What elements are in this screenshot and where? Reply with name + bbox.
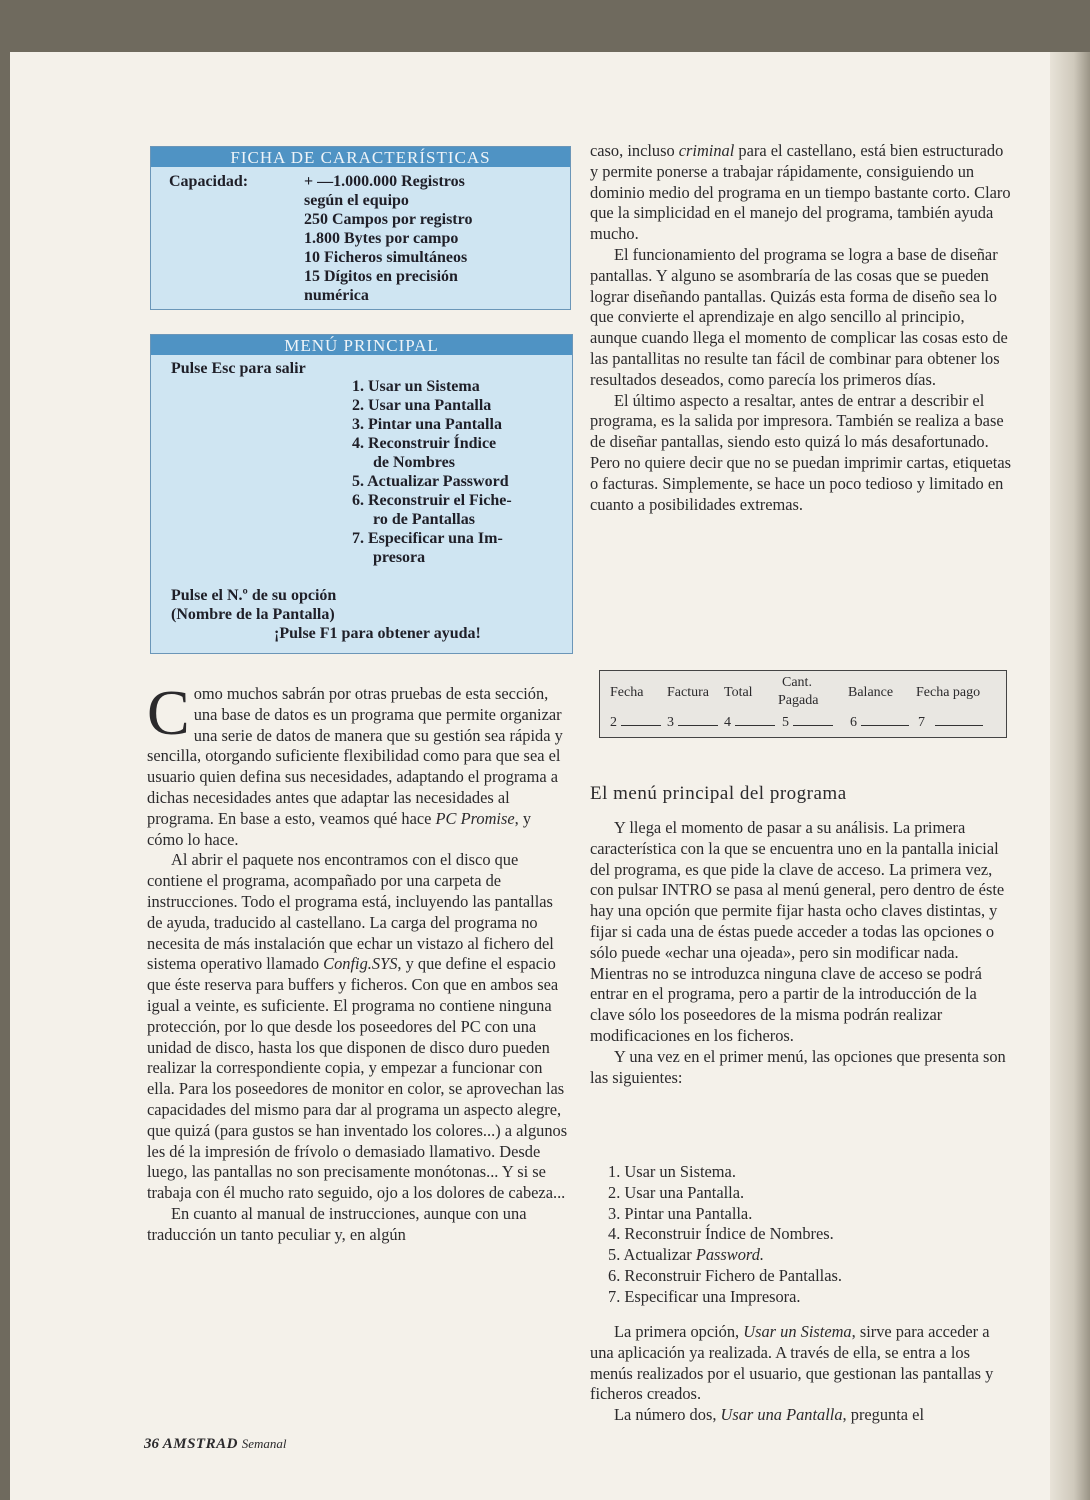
- body-paragraph: En cuanto al manual de instrucciones, aunque con una traducción un tanto peculiar y, en algún: [147, 1203, 527, 1244]
- list-item: 1. Usar un Sistema.: [608, 1162, 736, 1181]
- menu-option: 7. Especificar una Im-: [352, 530, 503, 547]
- invoice-field: 7: [918, 715, 983, 731]
- section-heading: El menú principal del programa: [590, 783, 847, 804]
- menu-option: 2. Usar una Pantalla: [352, 397, 492, 414]
- invoice-field: 6: [850, 715, 909, 731]
- body-paragraph: El último aspecto a resaltar, antes de entrar a describir el programa, es la salida por impresora. También se realiza a base de diseñar pantallas, siendo esto quizá lo más desafortunado. Pero no quiere decir que no se puedan imprimir cartas, etiquetas o facturas. Simplemente, se hace un poco tedioso y limitado en cuanto a posibilidades extremas.: [590, 390, 1012, 514]
- right-article-column: [590, 141, 1012, 515]
- menu-help-hint: ¡Pulse F1 para obtener ayuda!: [274, 625, 481, 642]
- invoice-label: Balance: [848, 685, 894, 700]
- list-item: 6. Reconstruir Fichero de Pantallas.: [608, 1265, 842, 1285]
- main-menu-box-title: MENÚ PRINCIPAL: [151, 335, 572, 355]
- features-line: 1.800 Bytes por campo: [304, 230, 459, 247]
- body-paragraph: Y llega el momento de pasar a su análisis. La primera característica con la que se encuentra uno en la pantalla inicial del programa, es que pide la clave de acceso. La primera vez, con pulsar INTRO se pasa al menú general, pero dentro de éste hay una opción que permite fijar hasta ocho claves distintas, y fijar si cada una de éstas puede acceder a todas las opciones o sólo puede «echar una ojeada», pero sin modificar nada. Mientras no se introduzca ninguna clave de acceso se podrá entrar en el programa, pero a partir de la introducción de la clave sólo los poseedores de la misma podrán realizar modificaciones en los ficheros.: [590, 818, 1005, 1045]
- list-item: 2. Usar una Pantalla.: [608, 1182, 745, 1202]
- list-item: 3. Pintar una Pantalla.: [608, 1203, 753, 1223]
- page-footer: [144, 1436, 286, 1453]
- invoice-label: Pagada: [778, 693, 819, 708]
- invoice-label: Fecha pago: [916, 685, 981, 700]
- menu-option-continuation: de Nombres: [373, 454, 455, 471]
- invoice-field: 2: [610, 715, 661, 731]
- product-name: PC Promise: [435, 808, 515, 828]
- features-box-title: FICHA DE CARACTERÍSTICAS: [151, 147, 570, 167]
- body-paragraph: caso, incluso criminal para el castellano, está bien estructurado y permite ponerse a trabajar rápidamente, consiguiendo un dominio medio del programa en un tiempo bastante corto. Claro que la simplicidad en el manejo del programa, también ayuda mucho.: [590, 141, 1011, 244]
- features-line: + —1.000.000 Registros: [304, 173, 465, 190]
- body-paragraph: El funcionamiento del programa se logra a base de diseñar pantallas. Y alguno se asombraría de las cosas que se pueden lograr diseñando pantallas. Quizás esta forma de diseño sea lo que convierte el aprendizaje en algo sencillo al principio, aunque cuando llega el momento de complicar las cosas esto de las pantallitas no resulte tan fácil de combinar para obtener los resultados deseados, como parecía los primeros días.: [590, 244, 1008, 389]
- list-item: 5. Actualizar Password.: [608, 1245, 764, 1265]
- menu-option-continuation: ro de Pantallas: [373, 511, 475, 528]
- body-paragraph: Al abrir el paquete nos encontramos con el disco que contiene el programa, acompañado por una carpeta de instrucciones. Todo el programa está, incluyendo las pantallas de ayuda, traducido al castellano. La carga del programa no necesita de más instalación que echar un vistazo al fichero del sistema operativo llamado Config.SYS, y que define el espacio que éste reserva para buffers y ficheros. Con que en ambos sea igual a veinte, es suficiente. El programa no contiene ninguna protección, por lo que desde los poseedores del PC con una unidad de disco, hasta los que disponen de disco duro pueden realizar la correspondiente copia, y empezar a funcionar con ella. Para los poseedores de monitor en color, se aprovechan las capacidades del mismo para dar al programa un aspecto alegre, que quizá (para gustos se han inventado los colores...) a algunos les dé la impresión de frívolo o demasiado llamativo. Desde luego, las pantallas no son precisamente monótonas... Y si se trabaja con él mucho rato seguido, ojo a los dolores de cabeza...: [147, 850, 568, 1203]
- main-menu-box: [150, 334, 573, 654]
- features-box: [150, 146, 571, 310]
- menu-option: 3. Pintar una Pantalla: [352, 416, 502, 433]
- features-label: Capacidad:: [169, 173, 249, 190]
- list-item: 4. Reconstruir Índice de Nombres.: [608, 1224, 834, 1244]
- menu-esc-hint: Pulse Esc para salir: [171, 360, 306, 377]
- body-paragraph: La número dos, Usar una Pantalla, pregunta el: [614, 1405, 925, 1425]
- drop-cap: C: [147, 677, 190, 748]
- invoice-field: 4: [724, 715, 775, 731]
- list-item: 7. Especificar una Impresora.: [608, 1286, 801, 1306]
- section-body: [590, 818, 1010, 1088]
- invoice-field: 3: [667, 715, 718, 731]
- invoice-fields-box: [599, 670, 1007, 738]
- features-line: 15 Dígitos en precisión: [304, 268, 458, 285]
- file-name: Config.SYS: [323, 954, 398, 974]
- menu-option-continuation: presora: [373, 549, 426, 566]
- body-paragraph: La primera opción, Usar un Sistema, sirve para acceder a una aplicación ya realizada. A través de ella, se entra a los menús realizados por el usuario, que gestionan las pantallas y ficheros creados.: [590, 1322, 994, 1404]
- invoice-label: Fecha: [610, 685, 644, 700]
- menu-option: 5. Actualizar Password: [352, 473, 509, 490]
- menu-prompt: (Nombre de la Pantalla): [171, 606, 335, 623]
- options-list: [608, 1162, 842, 1308]
- left-article-column: [147, 677, 570, 1246]
- magazine-subtitle: Semanal: [241, 1436, 287, 1451]
- page-spine-shadow: [1050, 52, 1090, 1500]
- menu-prompt: Pulse el N.º de su opción: [171, 587, 337, 604]
- magazine-brand: AMSTRAD: [162, 1436, 238, 1452]
- features-line: según el equipo: [304, 192, 409, 209]
- intro-paragraph: Como muchos sabrán por otras pruebas de esta sección, una base de datos es un programa que permite organizar una serie de datos de manera que su gestión sea rápida y sencilla, otorgando suficiente flexibilidad como para que sea el usuario quien defina sus necesidades, adaptando el programa a dichas necesidades antes que adaptar las necesidades al programa. En base a esto, veamos qué hace PC Promise, y cómo lo hace.: [147, 677, 563, 849]
- features-line: numérica: [304, 287, 369, 304]
- page-number: 36: [144, 1436, 159, 1452]
- invoice-field: 5: [782, 715, 833, 731]
- invoice-label: Total: [724, 685, 753, 700]
- menu-option: 6. Reconstruir el Fiche-: [352, 492, 512, 509]
- menu-option: 4. Reconstruir Índice: [352, 435, 497, 452]
- section-body-continued: [590, 1322, 1010, 1426]
- invoice-label: Cant.: [782, 675, 812, 690]
- features-line: 10 Ficheros simultáneos: [304, 249, 468, 266]
- features-line: 250 Campos por registro: [304, 211, 473, 228]
- body-paragraph: Y una vez en el primer menú, las opciones que presenta son las siguientes:: [590, 1046, 1006, 1087]
- invoice-label: Factura: [667, 685, 709, 700]
- menu-option: 1. Usar un Sistema: [352, 378, 480, 395]
